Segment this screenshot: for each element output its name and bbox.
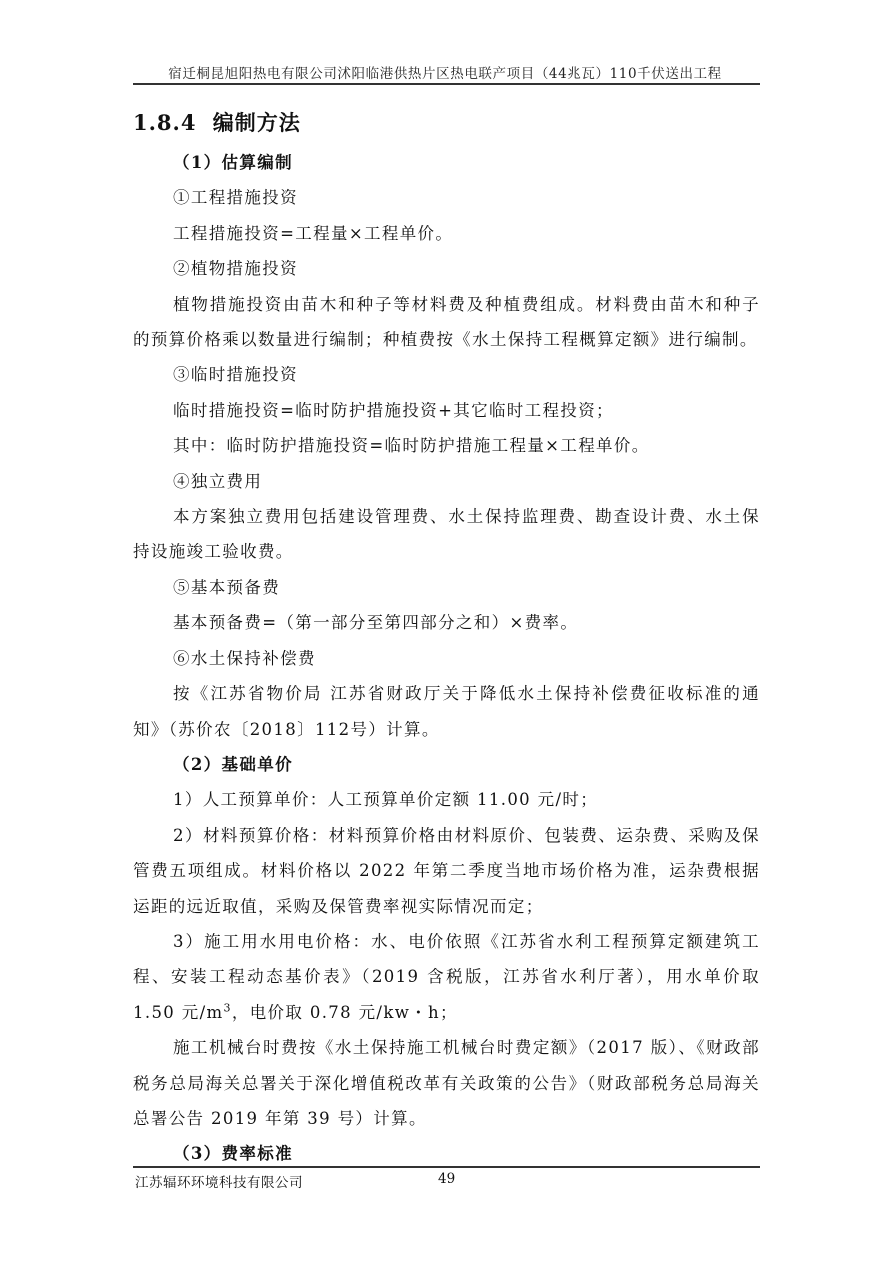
part3-heading: （3）费率标准 (173, 1144, 293, 1164)
page-number: 49 (438, 1171, 456, 1187)
material-price: 2）材料预算价格：材料预算价格由材料原价、包装费、运杂费、采购及保管费五项组成。材料价格以 2022 年第二季度当地市场价格为准，运杂费根据运距的远近取值，采购及保管费率视实际情况而定； (133, 825, 760, 916)
item5-title: ⑤基本预备费 (173, 577, 281, 597)
item1-text: 工程措施投资=工程量×工程单价。 (173, 223, 454, 243)
item3-title: ③临时措施投资 (173, 365, 298, 385)
item4-title: ④独立费用 (173, 471, 263, 491)
footer-company: 江苏辐环环境科技有限公司 (135, 1175, 303, 1191)
item6-text: 按《江苏省物价局 江苏省财政厅关于降低水土保持补偿费征收标准的通知》（苏价农〔2018〕112号）计算。 (133, 684, 760, 739)
footer-rule (133, 1166, 760, 1168)
item3-text1: 临时措施投资=临时防护措施投资+其它临时工程投资； (173, 400, 614, 420)
section-number: 1.8.4 (133, 110, 197, 135)
section-title: 编制方法 (212, 110, 301, 135)
item1-title: ①工程措施投资 (173, 188, 298, 208)
item4-text: 本方案独立费用包括建设管理费、水土保持监理费、勘查设计费、水土保持设施竣工验收费。 (133, 507, 760, 562)
water-power-price (133, 924, 760, 1030)
document-body (133, 103, 760, 1172)
item5-text: 基本预备费=（第一部分至第四部分之和）×费率。 (173, 613, 579, 633)
item2-title: ②植物措施投资 (173, 259, 298, 279)
part1-heading: （1）估算编制 (173, 153, 293, 172)
water-power-text: 3）施工用水用电价格：水、电价依照《江苏省水利工程预算定额建筑工程、安装工程动态基价表》（2019 含税版，江苏省水利厅著），用水单价取 1.50 元/m (133, 931, 760, 1022)
cubic-superscript: 3 (223, 1001, 232, 1015)
item3-text2: 其中：临时防护措施投资=临时防护措施工程量×工程单价。 (173, 436, 650, 456)
part2-heading: （2）基础单价 (173, 754, 293, 774)
section-heading (133, 103, 760, 143)
machine-cost-text: 施工机械台时费按《水土保持施工机械台时费定额》（2017 版）、《财政部税务总局海关总署关于深化增值税改革有关政策的公告》（财政部税务总局海关总署公告 2019 年第 39 号）计算。 (133, 1038, 760, 1128)
labor-price: 1）人工预算单价：人工预算单价定额 11.00 元/时； (173, 790, 599, 810)
page-header-title: 宿迁桐昆旭阳热电有限公司沭阳临港供热片区热电联产项目（44兆瓦）110千伏送出工程 (168, 66, 722, 82)
header-rule (133, 83, 760, 85)
item2-text: 植物措施投资由苗木和种子等材料费及种植费组成。材料费由苗木和种子的预算价格乘以数量进行编制；种植费按《水土保持工程概算定额》进行编制。 (133, 294, 760, 350)
water-power-tail: ，电价取 0.78 元/kw・h； (231, 1002, 458, 1022)
item6-title: ⑥水土保持补偿费 (173, 648, 316, 668)
